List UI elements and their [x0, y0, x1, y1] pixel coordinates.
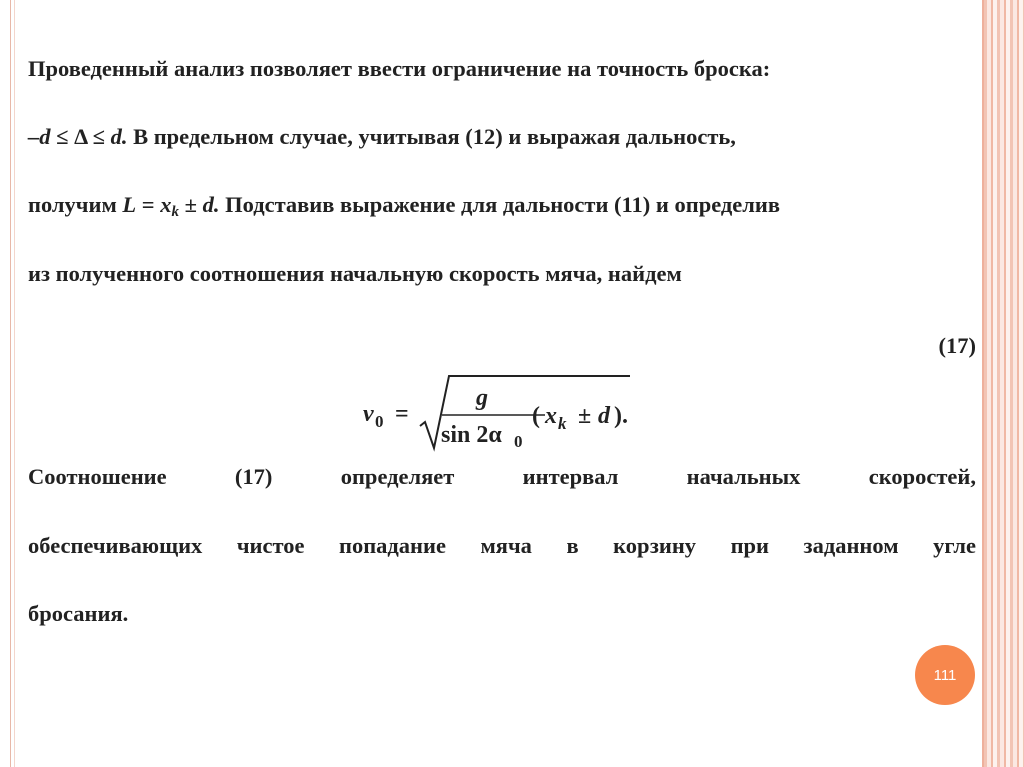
page-number: 111 — [933, 666, 957, 684]
paragraph2-line2-word: при — [730, 533, 770, 558]
left-border — [10, 0, 11, 767]
inequality-symbols: ≤ Δ ≤ — [50, 124, 111, 149]
paragraph1-line3 — [28, 192, 976, 220]
paragraph2-line2-word: заданном — [803, 533, 899, 558]
formula-paren-open: ( — [532, 403, 540, 429]
paragraph2-line2-word: попадание — [338, 533, 446, 558]
equation-number: (17) — [938, 333, 976, 358]
paragraph2-line1-word: Соотношение — [28, 464, 167, 489]
paragraph2-line2-word: чистое — [236, 533, 305, 558]
paragraph2-line2-word: в — [566, 533, 579, 558]
paragraph1-line4-text: из полученного соотношения начальную скорость мяча, найдем — [28, 261, 682, 286]
paragraph2-line2-word: корзину — [613, 533, 697, 558]
plus-minus: ± — [178, 192, 203, 217]
paragraph1-line4 — [28, 263, 976, 286]
paragraph2-line1-word: интервал — [522, 464, 619, 489]
var-x: x — [160, 192, 172, 217]
page-number-badge — [915, 645, 975, 705]
paragraph2-line2-word: угле — [933, 533, 976, 558]
formula-d: d — [598, 403, 610, 429]
paragraph1-line1-text: Проведенный анализ позволяет ввести ограничение на точность броска: — [28, 56, 771, 81]
paragraph2-line1 — [28, 466, 976, 489]
paragraph1-line2 — [28, 126, 976, 149]
var-d: d. — [202, 192, 220, 217]
paragraph1-line2-text: В предельном случае, учитывая (12) и выражая дальность, — [127, 124, 736, 149]
paragraph2-line3-text: бросания. — [28, 601, 129, 626]
var-L: L — [122, 192, 137, 217]
formula-denominator-subscript: 0 — [514, 432, 523, 451]
formula-denominator: sin 2α — [441, 422, 502, 448]
paragraph2-line1-word: скоростей, — [868, 464, 976, 489]
formula-plus-minus: ± — [578, 403, 592, 429]
paragraph1-line1 — [28, 58, 976, 81]
right-decorative-stripes — [984, 0, 1024, 767]
paragraph2-line3 — [28, 603, 976, 626]
var-x-subscript: k — [171, 204, 179, 220]
left-border-inner — [14, 0, 15, 767]
formula-equals: = — [395, 401, 409, 427]
paragraph2-line1-word: (17) — [234, 464, 273, 489]
paragraph1-line3-lead: получим — [28, 192, 123, 217]
paragraph2-line2-word: мяча — [480, 533, 532, 558]
paragraph2-line2-word: обеспечивающих — [28, 533, 203, 558]
paragraph1-line3-text: Подставив выражение для дальности (11) и определив — [219, 192, 781, 217]
paragraph2-line2 — [28, 535, 976, 558]
inequality-upper: d. — [110, 124, 128, 149]
inequality-lower: –d — [28, 124, 51, 149]
formula-v-subscript: 0 — [375, 412, 384, 431]
formula-numerator: g — [476, 385, 488, 411]
formula-v: v — [363, 401, 374, 427]
paragraph2-line1-word: начальных — [686, 464, 801, 489]
equals-sign: = — [136, 192, 161, 217]
sqrt-sign — [418, 374, 633, 454]
formula-x: x — [545, 403, 557, 429]
formula-paren-close: ). — [614, 403, 628, 429]
formula-x-subscript: k — [558, 414, 567, 433]
paragraph2-line1-word: определяет — [340, 464, 455, 489]
